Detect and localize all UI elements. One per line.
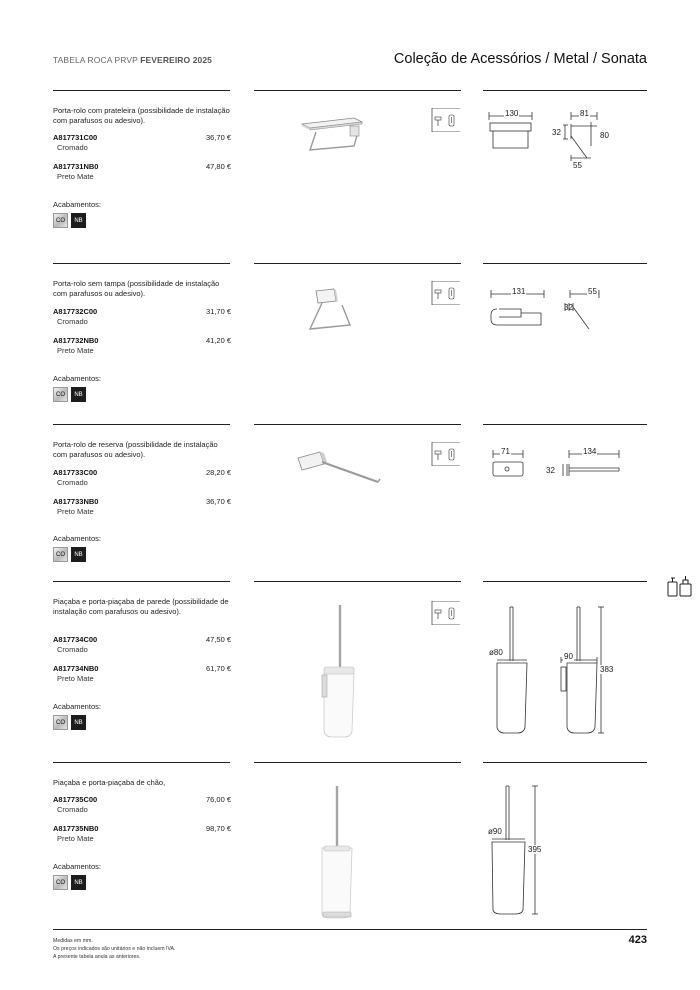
finish-swatch-chrome[interactable]: CO	[53, 875, 68, 890]
product-description: Porta-rolo de reserva (possibilidade de instalação com parafusos ou adesivo).	[53, 440, 218, 459]
product-code: A817735C00	[53, 795, 98, 804]
product-row-3	[0, 424, 700, 581]
footer-note: Medidas em mm.	[53, 938, 93, 944]
page-number: 423	[628, 934, 647, 946]
product-finish: Preto Mate	[57, 834, 94, 843]
product-price: 41,20 €	[205, 336, 231, 345]
catalog-edition	[53, 55, 212, 65]
product-price: 61,70 €	[205, 664, 231, 673]
finishes-label: Acabamentos:	[53, 534, 101, 543]
product-price: 98,70 €	[205, 824, 231, 833]
product-code: A817731NB0	[53, 162, 99, 171]
product-price: 47,50 €	[205, 635, 231, 644]
divider	[53, 263, 230, 264]
divider	[483, 762, 647, 763]
dimension-label: 81	[580, 109, 589, 118]
finishes-label: Acabamentos:	[53, 374, 101, 383]
product-price: 28,20 €	[205, 468, 231, 477]
divider	[53, 90, 230, 91]
dimension-label: 71	[501, 447, 510, 456]
floor-toilet-brush-image	[316, 782, 356, 922]
finish-swatch-black[interactable]: NB	[71, 547, 86, 562]
dimension-label: 134	[583, 447, 597, 456]
finishes-label: Acabamentos:	[53, 200, 101, 209]
product-finish: Cromado	[57, 317, 88, 326]
finish-swatch-black[interactable]: NB	[71, 213, 86, 228]
product-code: A817733NB0	[53, 497, 99, 506]
finishes-label: Acabamentos:	[53, 702, 101, 711]
product-finish: Cromado	[57, 805, 88, 814]
dimension-label: 32	[552, 128, 561, 137]
divider	[254, 581, 461, 582]
product-finish: Preto Mate	[57, 674, 94, 683]
dimension-label: 80	[600, 131, 609, 140]
footer-note: Os preços indicados são unitários e não incluem IVA.	[53, 946, 176, 952]
mounting-type-icon	[431, 108, 461, 132]
divider	[483, 424, 647, 425]
product-variant	[53, 162, 231, 181]
dimension-drawing	[483, 106, 647, 181]
product-code: A817732C00	[53, 307, 98, 316]
product-variant	[53, 824, 231, 843]
dimension-label: 130	[505, 109, 519, 118]
product-code: A817733C00	[53, 468, 98, 477]
finish-swatch-chrome[interactable]: CO	[53, 547, 68, 562]
product-row-4	[0, 581, 700, 761]
divider	[254, 424, 461, 425]
product-variant	[53, 635, 231, 654]
product-finish: Preto Mate	[57, 507, 94, 516]
divider	[254, 90, 461, 91]
divider	[254, 263, 461, 264]
product-variant	[53, 795, 231, 814]
dimension-drawing	[483, 782, 647, 922]
dimension-label: 383	[600, 665, 614, 674]
dimension-label: 90	[564, 652, 573, 661]
mounting-type-icon	[431, 442, 461, 466]
product-price: 36,70 €	[205, 497, 231, 506]
dimension-drawing	[483, 603, 647, 743]
catalog-name: TABELA ROCA PRVP	[53, 55, 138, 65]
dimension-label: ø90	[488, 827, 502, 836]
dimension-label: 32	[546, 466, 555, 475]
product-code: A817734C00	[53, 635, 98, 644]
finish-swatch-black[interactable]: NB	[71, 387, 86, 402]
mounting-type-icon	[431, 601, 461, 625]
finishes-label: Acabamentos:	[53, 862, 101, 871]
finish-swatch-black[interactable]: NB	[71, 715, 86, 730]
finish-swatch-chrome[interactable]: CO	[53, 387, 68, 402]
footer-divider	[53, 929, 647, 930]
product-description: Piaçaba e porta-piaçaba de chão,	[53, 778, 166, 787]
divider	[53, 762, 230, 763]
finish-swatch-chrome[interactable]: CO	[53, 213, 68, 228]
page-title: Coleção de Acessórios / Metal / Sonata	[393, 51, 647, 67]
product-finish: Cromado	[57, 478, 88, 487]
divider	[483, 581, 647, 582]
finish-swatch-black[interactable]: NB	[71, 875, 86, 890]
finish-swatch-chrome[interactable]: CO	[53, 715, 68, 730]
product-code: A817731C00	[53, 133, 98, 142]
product-variant	[53, 307, 231, 326]
product-code: A817734NB0	[53, 664, 99, 673]
product-finish: Preto Mate	[57, 172, 94, 181]
mounting-type-icon	[431, 281, 461, 305]
product-code: A817732NB0	[53, 336, 99, 345]
wall-toilet-brush-image	[318, 601, 358, 741]
product-code: A817735NB0	[53, 824, 99, 833]
dimension-label: 55	[588, 287, 597, 296]
product-finish: Preto Mate	[57, 346, 94, 355]
product-price: 36,70 €	[205, 133, 231, 142]
product-variant	[53, 133, 231, 152]
dimension-label: 395	[528, 845, 542, 854]
divider	[483, 263, 647, 264]
spare-roll-holder-image	[294, 442, 384, 492]
divider	[483, 90, 647, 91]
product-description: Porta-rolo sem tampa (possibilidade de instalação com parafusos ou adesivo).	[53, 279, 220, 298]
dimension-label: 55	[573, 161, 582, 170]
product-price: 31,70 €	[205, 307, 231, 316]
dimension-label: 32	[564, 303, 573, 312]
product-variant	[53, 468, 231, 487]
product-row-1	[0, 90, 700, 262]
product-variant	[53, 336, 231, 355]
product-price: 76,00 €	[205, 795, 231, 804]
dimension-drawing	[483, 281, 647, 341]
divider	[53, 581, 230, 582]
toilet-roll-holder-shelf-image	[296, 110, 366, 162]
bathroom-accessories-icon	[667, 575, 692, 597]
product-row-2	[0, 263, 700, 423]
product-finish: Cromado	[57, 143, 88, 152]
dimension-label: ø80	[489, 648, 503, 657]
product-row-5	[0, 762, 700, 922]
footer-note: A presente tabela anula as anteriores.	[53, 954, 141, 960]
product-description: Piaçaba e porta-piaçaba de parede (possibilidade de instalação com parafusos ou adesivo).	[53, 597, 229, 616]
dimension-drawing	[483, 444, 647, 489]
divider	[53, 424, 230, 425]
dimension-label: 131	[512, 287, 526, 296]
product-description: Porta-rolo com prateleira (possibilidade de instalação com parafusos ou adesivo).	[53, 106, 230, 125]
product-price: 47,80 €	[205, 162, 231, 171]
catalog-date: FEVEREIRO 2025	[140, 55, 213, 65]
product-variant	[53, 664, 231, 683]
product-finish: Cromado	[57, 645, 88, 654]
divider	[254, 762, 461, 763]
product-variant	[53, 497, 231, 516]
footer-notes	[53, 937, 175, 961]
toilet-roll-holder-image	[302, 285, 362, 335]
